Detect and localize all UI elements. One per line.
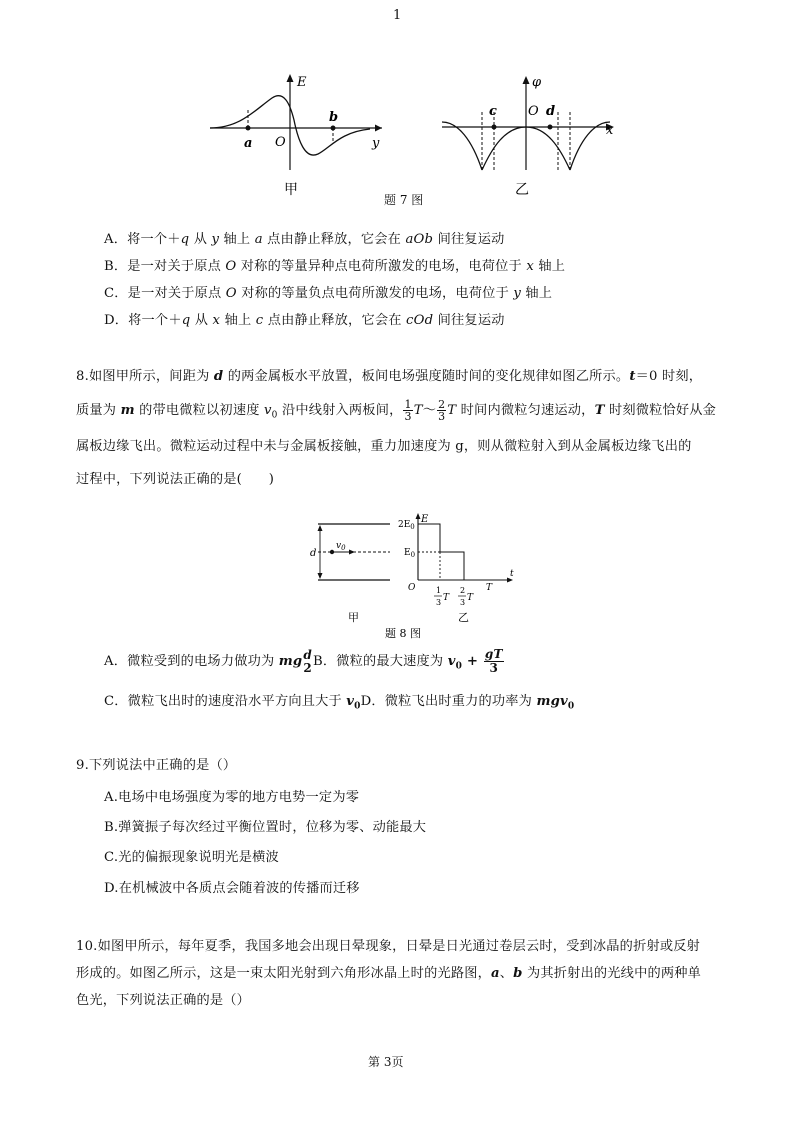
fig8-jia-d-label: d (310, 548, 317, 559)
fig8-yi-t-label: t (510, 569, 514, 579)
fig8-yi-tick-2-num: 2 (460, 586, 466, 595)
page-number-top: 1 (393, 8, 402, 23)
fig7-jia-a-label: a (244, 136, 253, 151)
q8-option-d: D．微粒飞出时重力的功率为 (360, 694, 537, 709)
fig8-yi-tick-2-T: T (467, 593, 474, 603)
q9-stem: 9.下列说法中正确的是（） (76, 758, 237, 773)
q7-option-c: C．是一对关于原点 O 对称的等量负点电荷所激发的电场，电荷位于 y 轴上 (104, 286, 553, 301)
fig8-yi-tick-1-num: 1 (436, 586, 442, 595)
fig8-yi-tick-2-den: 3 (460, 598, 466, 607)
fig8-jia-plates (318, 524, 391, 580)
q8-stem-line-4: 过程中，下列说法正确的是( ) (76, 472, 275, 487)
q7-option-a: A．将一个＋q 从 y 轴上 a 点由静止释放，它会在 aOb 间往复运动 (104, 232, 505, 247)
q9-option-a: A.电场中电场强度为零的地方电势一定为零 (104, 790, 360, 805)
fig7-yi-x-label: x (606, 123, 614, 138)
q8-options-ab: A．微粒受到的电场力做功为 mg d 2 B．微粒的最大速度为 $v_0$ + $\frac{gT}{3}$ (104, 647, 503, 675)
fig7-jia-caption: 甲 (284, 182, 298, 198)
q8-options-cd: C．微粒飞出时的速度沿水平方向且大于 $v_0D$．微粒飞出时重力的功率为 mgv$_0$ (104, 694, 575, 712)
page-footer: 第 3页 (368, 1055, 404, 1069)
fig8-yi-tick-1-T: T (443, 593, 450, 603)
q8-option-c: C．微粒飞出时的速度沿水平方向且大于 (104, 694, 347, 709)
fig7-yi-caption: 乙 (515, 182, 529, 198)
fig7-yi-O-label: O (528, 104, 539, 119)
q8-stem-line-3: 属板边缘飞出。微粒运动过程中未与金属板接触，重力加速度为 g，则从微粒射入到从金属板边缘飞出的 (76, 439, 692, 454)
figure-8 (300, 508, 530, 643)
fig7-jia-O-label: O (275, 135, 286, 150)
q10-stem-line-1: 10.如图甲所示，每年夏季，我国多地会出现日晕现象，日晕是日光通过卷层云时，受到冰晶的折射或反射 (76, 939, 701, 954)
fig8-yi-E-label: E (421, 514, 429, 525)
q7-option-d: D．将一个＋q 从 x 轴上 c 点由静止释放，它会在 cOd 间往复运动 (104, 313, 505, 328)
fig8-yi-caption: 乙 (458, 611, 469, 624)
q8-option-b: B．微粒的最大速度为 (312, 654, 448, 669)
fig8-yi-tick-1-den: 3 (436, 598, 442, 607)
fig8-yi-E0-label: $E_0$ (404, 548, 416, 559)
fig7-yi-d-label: d (546, 104, 556, 119)
fig7-yi-c-label: c (489, 104, 497, 119)
q9-option-d: D.在机械波中各质点会随着波的传播而迁移 (104, 881, 360, 896)
fig8-yi-graph (416, 513, 514, 583)
fig7-jia-E-label: E (297, 75, 307, 90)
q8-stem-line-2: 质量为 m 的带电微粒以初速度 $v_0$ 沿中线射入两板间， $\frac{1}{3}$ T～ $\frac{2}{3}$ T 时间内微粒匀速运动，T 时刻微粒恰好从金 (76, 398, 717, 423)
fig7-jia-graph (210, 74, 382, 170)
fig8-title: 题 8 图 (385, 627, 421, 640)
fig8-yi-O-label: O (408, 583, 416, 593)
q9-option-b: B.弹簧振子每次经过平衡位置时，位移为零、动能最大 (104, 820, 427, 835)
fig7-yi-graph (442, 76, 614, 170)
fig7-yi-phi-label: φ (532, 75, 542, 90)
fig8-yi-tick-T: T (486, 583, 493, 593)
fig8-yi-2E0-label: $2E_0$ (398, 520, 415, 531)
q7-option-b: B．是一对关于原点 O 对称的等量异种点电荷所激发的电场，电荷位于 x 轴上 (104, 259, 566, 274)
q10-stem-line-2: 形成的。如图乙所示，这是一束太阳光射到六角形冰晶上时的光路图，a、b 为其折射出的光线中的两种单 (76, 966, 702, 981)
q10-stem-line-3: 色光，下列说法正确的是（） (76, 993, 251, 1008)
fig7-jia-y-label: y (372, 136, 380, 151)
q9-option-c: C.光的偏振现象说明光是横波 (104, 850, 279, 865)
figure-7 (200, 70, 630, 210)
q8-stem-line-1: 8.如图甲所示，间距为 d 的两金属板水平放置，板间电场强度随时间的变化规律如图乙所示。t＝0 时刻， (76, 369, 703, 384)
fig7-jia-b-label: b (329, 110, 339, 125)
fig8-jia-caption: 甲 (348, 611, 359, 624)
fig8-jia-v0-label: $v_0$ (336, 541, 346, 552)
fig7-title: 题 7 图 (384, 193, 424, 207)
q8-option-a: A．微粒受到的电场力做功为 (104, 654, 279, 669)
